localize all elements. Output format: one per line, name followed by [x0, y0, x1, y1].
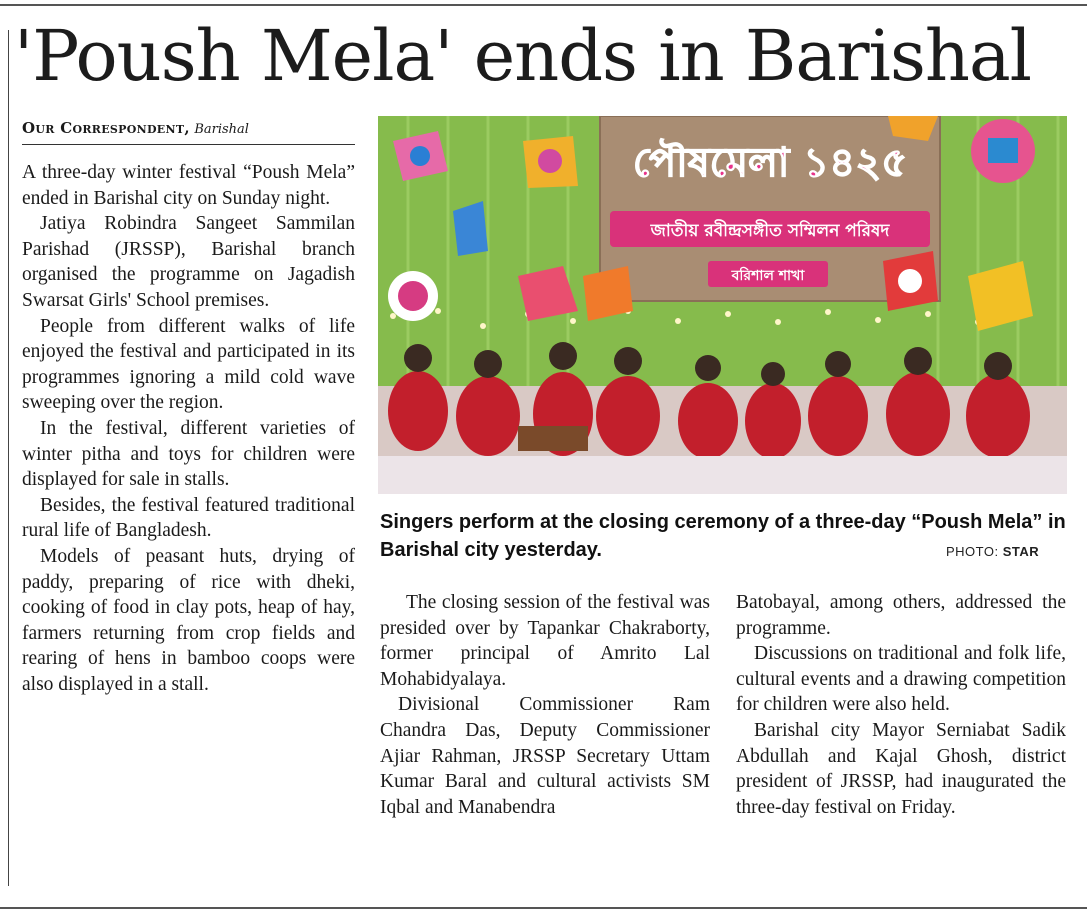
article-column-3 — [736, 590, 1066, 820]
credit-source: STAR — [1002, 544, 1040, 559]
byline — [22, 118, 355, 145]
news-photo — [378, 116, 1067, 494]
paragraph: The closing session of the festival was presided over by Tapankar Chakraborty, former principal of Amrito Lal Mohabidyalaya. — [380, 592, 710, 690]
article-column-1 — [22, 160, 355, 697]
kite-decoration-icon — [523, 136, 578, 188]
banner-branch: বরিশাল শাখা — [731, 268, 805, 284]
paragraph: Jatiya Robindra Sangeet Sammilan Parishad (JRSSP), Barishal branch organised the programme on Jagadish Swarsat Girls' School premises. — [22, 213, 355, 311]
photo-credit — [946, 544, 1039, 559]
headline: 'Poush Mela' ends in Barishal — [14, 15, 1032, 97]
paragraph: A three-day winter festival “Poush Mela” ended in Barishal city on Sunday night. — [22, 162, 355, 209]
paragraph: Discussions on traditional and folk life, cultural events and a drawing competition for children were also held. — [736, 643, 1066, 716]
column-rule — [8, 30, 9, 886]
byline-author: Our Correspondent, — [22, 119, 190, 137]
top-rule — [0, 4, 1087, 6]
paragraph: Besides, the festival featured traditional rural life of Bangladesh. — [22, 494, 355, 542]
article-column-2 — [380, 590, 710, 820]
credit-prefix: PHOTO: — [946, 544, 999, 559]
paragraph: Models of peasant huts, drying of paddy, preparing of rice with dheki, cooking of food in clay pots, heap of hay, farmers returning from crop fields and rearing of hens in bamboo coops were also displayed in a stall. — [22, 545, 355, 695]
paragraph: Batobayal, among others, addressed the programme. — [736, 592, 1066, 639]
banner-title: পৌষমেলা ১৪২৫ — [632, 140, 908, 186]
bottom-rule — [0, 907, 1087, 909]
paragraph: In the festival, different varieties of winter pitha and toys for children were displayed for sale in stalls. — [22, 417, 355, 491]
kite-decoration-icon — [388, 271, 438, 321]
paragraph: People from different walks of life enjoyed the festival and participated in its programmes ignoring a mild cold wave sweeping over the region. — [22, 315, 355, 414]
byline-place: Barishal — [194, 122, 249, 137]
banner-org: জাতীয় রবীন্দ্রসঙ্গীত সম্মিলন পরিষদ — [650, 221, 890, 241]
photo-caption: Singers perform at the closing ceremony of a three-day “Poush Mela” in Barishal city yesterday. — [380, 511, 1066, 561]
paragraph: Divisional Commissioner Ram Chandra Das, Deputy Commissioner Ajiar Rahman, JRSSP Secretary Uttam Kumar Baral and cultural activists SM Iqbal and Manabendra — [380, 694, 710, 818]
paragraph: Barishal city Mayor Serniabat Sadik Abdullah and Kajal Ghosh, district president of JRSSP, had inaugurated the three-day festival on Friday. — [736, 719, 1066, 818]
kite-decoration-icon — [883, 251, 938, 311]
kite-decoration-icon — [971, 119, 1035, 183]
kite-decoration-icon — [453, 201, 488, 256]
